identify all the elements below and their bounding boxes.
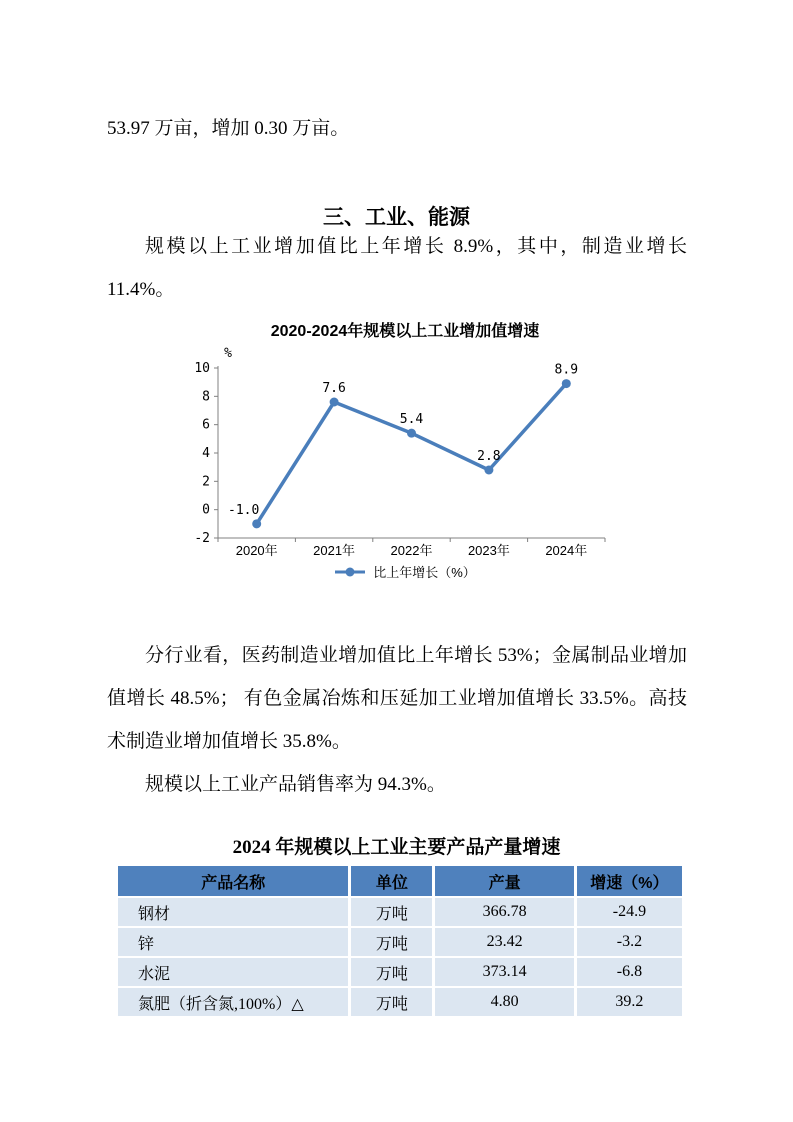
line-series xyxy=(257,384,567,524)
value-cell: -24.9 xyxy=(577,898,682,926)
data-point-marker xyxy=(407,429,416,438)
x-tick-label: 2023年 xyxy=(467,543,510,558)
y-tick-label: 10 xyxy=(194,361,210,376)
value-cell: 万吨 xyxy=(351,928,432,956)
legend-line-marker-icon xyxy=(334,566,366,578)
data-label: 2.8 xyxy=(477,449,501,464)
value-cell: 万吨 xyxy=(351,958,432,986)
x-tick-label: 2021年 xyxy=(313,543,356,558)
header-cell: 产量 xyxy=(435,866,573,896)
data-label: 5.4 xyxy=(399,412,424,428)
header-cell: 单位 xyxy=(351,866,432,896)
y-tick-label: 4 xyxy=(202,446,210,461)
data-point-marker xyxy=(562,379,571,388)
y-axis-unit-label: % xyxy=(224,346,232,361)
y-tick-label: -2 xyxy=(194,531,210,546)
header-cell: 增速（%） xyxy=(577,866,682,896)
y-tick-label: 6 xyxy=(202,417,210,433)
paragraph-block xyxy=(107,634,687,806)
table-row xyxy=(118,988,682,1016)
legend-label: 比上年增长（%） xyxy=(373,565,476,580)
y-tick-label: 0 xyxy=(202,502,210,518)
value-cell: 39.2 xyxy=(577,988,682,1016)
table-title: 2024 年规模以上工业主要产品产量增速 xyxy=(232,837,561,858)
y-tick-label: 2 xyxy=(202,474,210,490)
value-cell: 366.78 xyxy=(435,898,573,926)
data-point-marker xyxy=(252,519,261,528)
data-label: 7.6 xyxy=(322,381,346,396)
table-row xyxy=(118,958,682,986)
paragraph-sales-rate: 规模以上工业产品销售率为 94.3%。 xyxy=(145,774,446,795)
product-name-cell: 氮肥（折含氮,100%）△ xyxy=(118,988,348,1016)
value-cell: -3.2 xyxy=(577,928,682,956)
industry-chart-svg xyxy=(185,345,625,560)
x-tick-label: 2022年 xyxy=(390,543,433,558)
section-heading: 三、工业、能源 xyxy=(323,206,470,230)
paragraph-industry-growth: 规模以上工业增加值比上年增长 8.9%，其中，制造业增长 11.4%。 xyxy=(107,236,687,300)
product-name-cell: 钢材 xyxy=(118,898,348,926)
data-label: 8.9 xyxy=(554,362,579,378)
table-row xyxy=(118,898,682,926)
data-point-marker xyxy=(484,466,493,475)
paragraph-sectors: 分行业看，医药制造业增加值比上年增长 53%；金属制品业增加值增长 48.5%； 有色金属冶炼和压延加工业增加值增长 33.5%。高技术制造业增加值增长 35.8%。 xyxy=(107,645,687,752)
value-cell: 万吨 xyxy=(351,898,432,926)
product-name-cell: 水泥 xyxy=(118,958,348,986)
value-cell: 万吨 xyxy=(351,988,432,1016)
chart-legend xyxy=(185,562,625,581)
value-cell: -6.8 xyxy=(577,958,682,986)
paragraph-continuation: 53.97 万亩，增加 0.30 万亩。 xyxy=(107,118,350,139)
table-row xyxy=(118,928,682,956)
x-tick-label: 2024年 xyxy=(545,543,588,558)
table-header xyxy=(118,866,682,896)
industry-growth-chart xyxy=(185,318,625,581)
x-tick-label: 2020年 xyxy=(235,543,278,558)
value-cell: 4.80 xyxy=(435,988,573,1016)
header-cell: 产品名称 xyxy=(118,866,348,896)
data-point-marker xyxy=(330,398,339,407)
chart-title: 2020-2024年规模以上工业增加值增速 xyxy=(270,323,540,340)
value-cell: 23.42 xyxy=(435,928,573,956)
product-name-cell: 锌 xyxy=(118,928,348,956)
y-tick-label: 8 xyxy=(202,389,210,405)
value-cell: 373.14 xyxy=(435,958,573,986)
product-output-table xyxy=(115,864,685,1018)
data-label: -1.0 xyxy=(228,502,260,518)
